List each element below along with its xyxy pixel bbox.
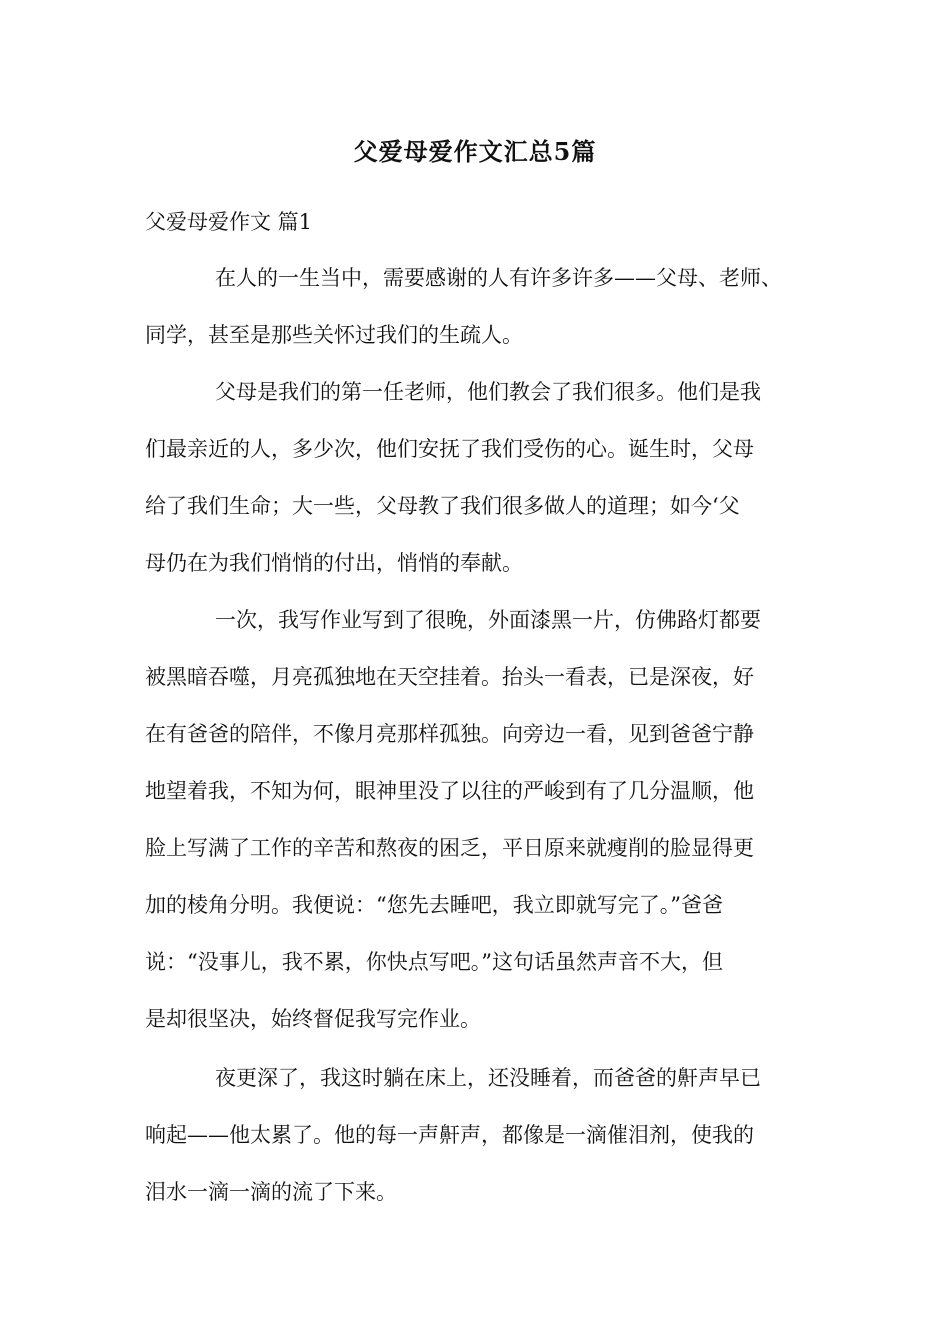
paragraph-line: 在人的一生当中，需要感谢的人有许多许多——父母、老师、 <box>215 266 782 290</box>
paragraph-line: 给了我们生命；大一些，父母教了我们很多做人的道理；如今‘父 <box>145 494 740 518</box>
paragraph-line: 被黑暗吞噬，月亮孤独地在天空挂着。抬头一看表，已是深夜，好 <box>145 665 754 689</box>
paragraph-line: 地望着我，不知为何，眼神里没了以往的严峻到有了几分温顺，他 <box>145 779 754 803</box>
paragraph-line: 说：“没事儿，我不累，你快点写吧。”这句话虽然声音不大，但 <box>145 950 723 974</box>
paragraph-line: 泪水一滴一滴的流了下来。 <box>145 1180 397 1204</box>
paragraph-line: 夜更深了，我这时躺在床上，还没睡着，而爸爸的鼾声早已 <box>215 1066 761 1090</box>
paragraph-line: 是却很坚决，始终督促我写完作业。 <box>145 1007 481 1031</box>
paragraph-line: 父母是我们的第一任老师，他们教会了我们很多。他们是我 <box>215 380 761 404</box>
paragraph-line: 响起——他太累了。他的每一声鼾声，都像是一滴催泪剂，使我的 <box>145 1123 754 1147</box>
paragraph-line: 在有爸爸的陪伴，不像月亮那样孤独。向旁边一看，见到爸爸宁静 <box>145 722 754 746</box>
paragraph-line: 脸上写满了工作的辛苦和熬夜的困乏，平日原来就瘦削的脸显得更 <box>145 836 754 860</box>
paragraph-line: 加的棱角分明。我便说：“您先去睡吧，我立即就写完了。”爸爸 <box>145 893 723 917</box>
paragraph-line: 母仍在为我们悄悄的付出，悄悄的奉献。 <box>145 551 523 575</box>
section-heading: 父爱母爱作文 篇1 <box>145 210 313 234</box>
paragraph-line: 一次，我写作业写到了很晚，外面漆黑一片，仿佛路灯都要 <box>215 608 761 632</box>
paragraph-line: 同学，甚至是那些关怀过我们的生疏人。 <box>145 323 523 347</box>
paragraph-line: 们最亲近的人，多少次，他们安抚了我们受伤的心。诞生时，父母 <box>145 437 754 461</box>
document-title: 父爱母爱作文汇总5篇 <box>353 137 597 166</box>
